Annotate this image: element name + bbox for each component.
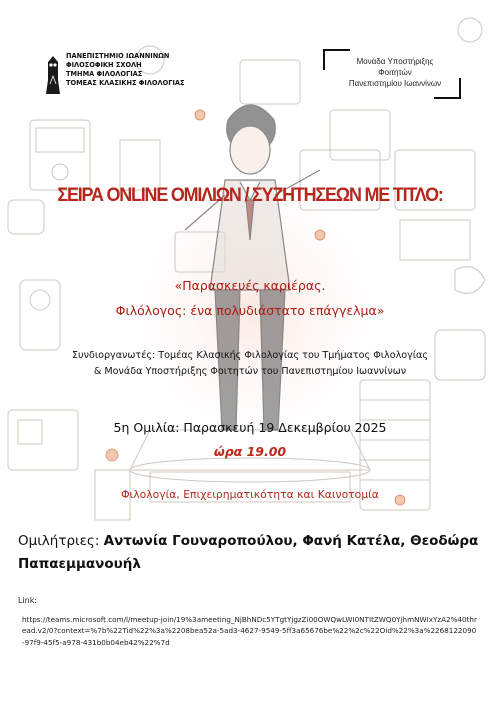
link-label: Link: [18,596,38,605]
organizers-line-1: Συνδιοργανωτές: Τομέας Κλασικής Φιλολογίας του Τμήματος Φιλολογίας [71,350,428,361]
speakers-label: Ομιλήτριες: [18,533,100,549]
unit-line-1: Μονάδα Υποστήριξης [356,57,434,66]
series-title: ΣΕΙΡΑ ONLINE ΟΜΙΛΙΩΝ / ΣΥΖΗΤΗΣΕΩΝ ΜΕ ΤΙΤΛΟ: [57,184,443,206]
speakers [18,530,488,576]
university-name: ΠΑΝΕΠΙΣΤΗΜΙΟ ΙΩΑΝΝΙΝΩΝ [66,52,170,60]
owl-logo-icon [44,54,62,96]
teams-meeting-link[interactable]: https://teams.microsoft.com/l/meetup-join/19%3ameeting_NjBhNDc5YTgtYjgzZi00OWQwLWI0NTItZWQ0YjhmNWIxYzA2%40thread.v2/0?context=%7b%22Tid%22%3a%2208bea52a-5ad3-4627-9549-5ff3a65676be%22%2c%22Oid%22%3a%2268122090-97f9-45f5-a978-431b0b04eb42%22%7d [22,615,477,647]
unit-line-2: Φοιτητών [378,68,412,77]
talk-time: ώρα 19.00 [213,444,287,459]
sector-name: ΤΟΜΕΑΣ ΚΛΑΣΙΚΗΣ ΦΙΛΟΛΟΓΙΑΣ [66,79,185,87]
subtitle-line-2: Φιλόλογος: ένα πολυδιάστατο επάγγελμα» [115,303,385,318]
student-support-unit [330,56,460,96]
unit-line-3: Πανεπιστημίου Ιωαννίνων [348,79,442,88]
talk-topic: Φιλολογία, Επιχειρηματικότητα και Καινοτομία [121,488,379,501]
speakers-names: Αντωνία Γουναροπούλου, Φανή Κατέλα, Θεοδώρα Παπαεμμανουήλ [18,533,479,572]
school-name: ΦΙΛΟΣΟΦΙΚΗ ΣΧΟΛΗ [66,61,142,69]
subtitle-line-1: «Παρασκευές καριέρας. [174,278,326,293]
organizers-line-2: & Μονάδα Υποστήριξης Φοιτητών του Πανεπιστημίου Ιωαννίνων [93,366,407,377]
university-header [44,52,194,102]
talk-date: 5η Ομιλία: Παρασκευή 19 Δεκεμβρίου 2025 [113,420,387,435]
department-name: ΤΜΗΜΑ ΦΙΛΟΛΟΓΙΑΣ [66,70,143,78]
